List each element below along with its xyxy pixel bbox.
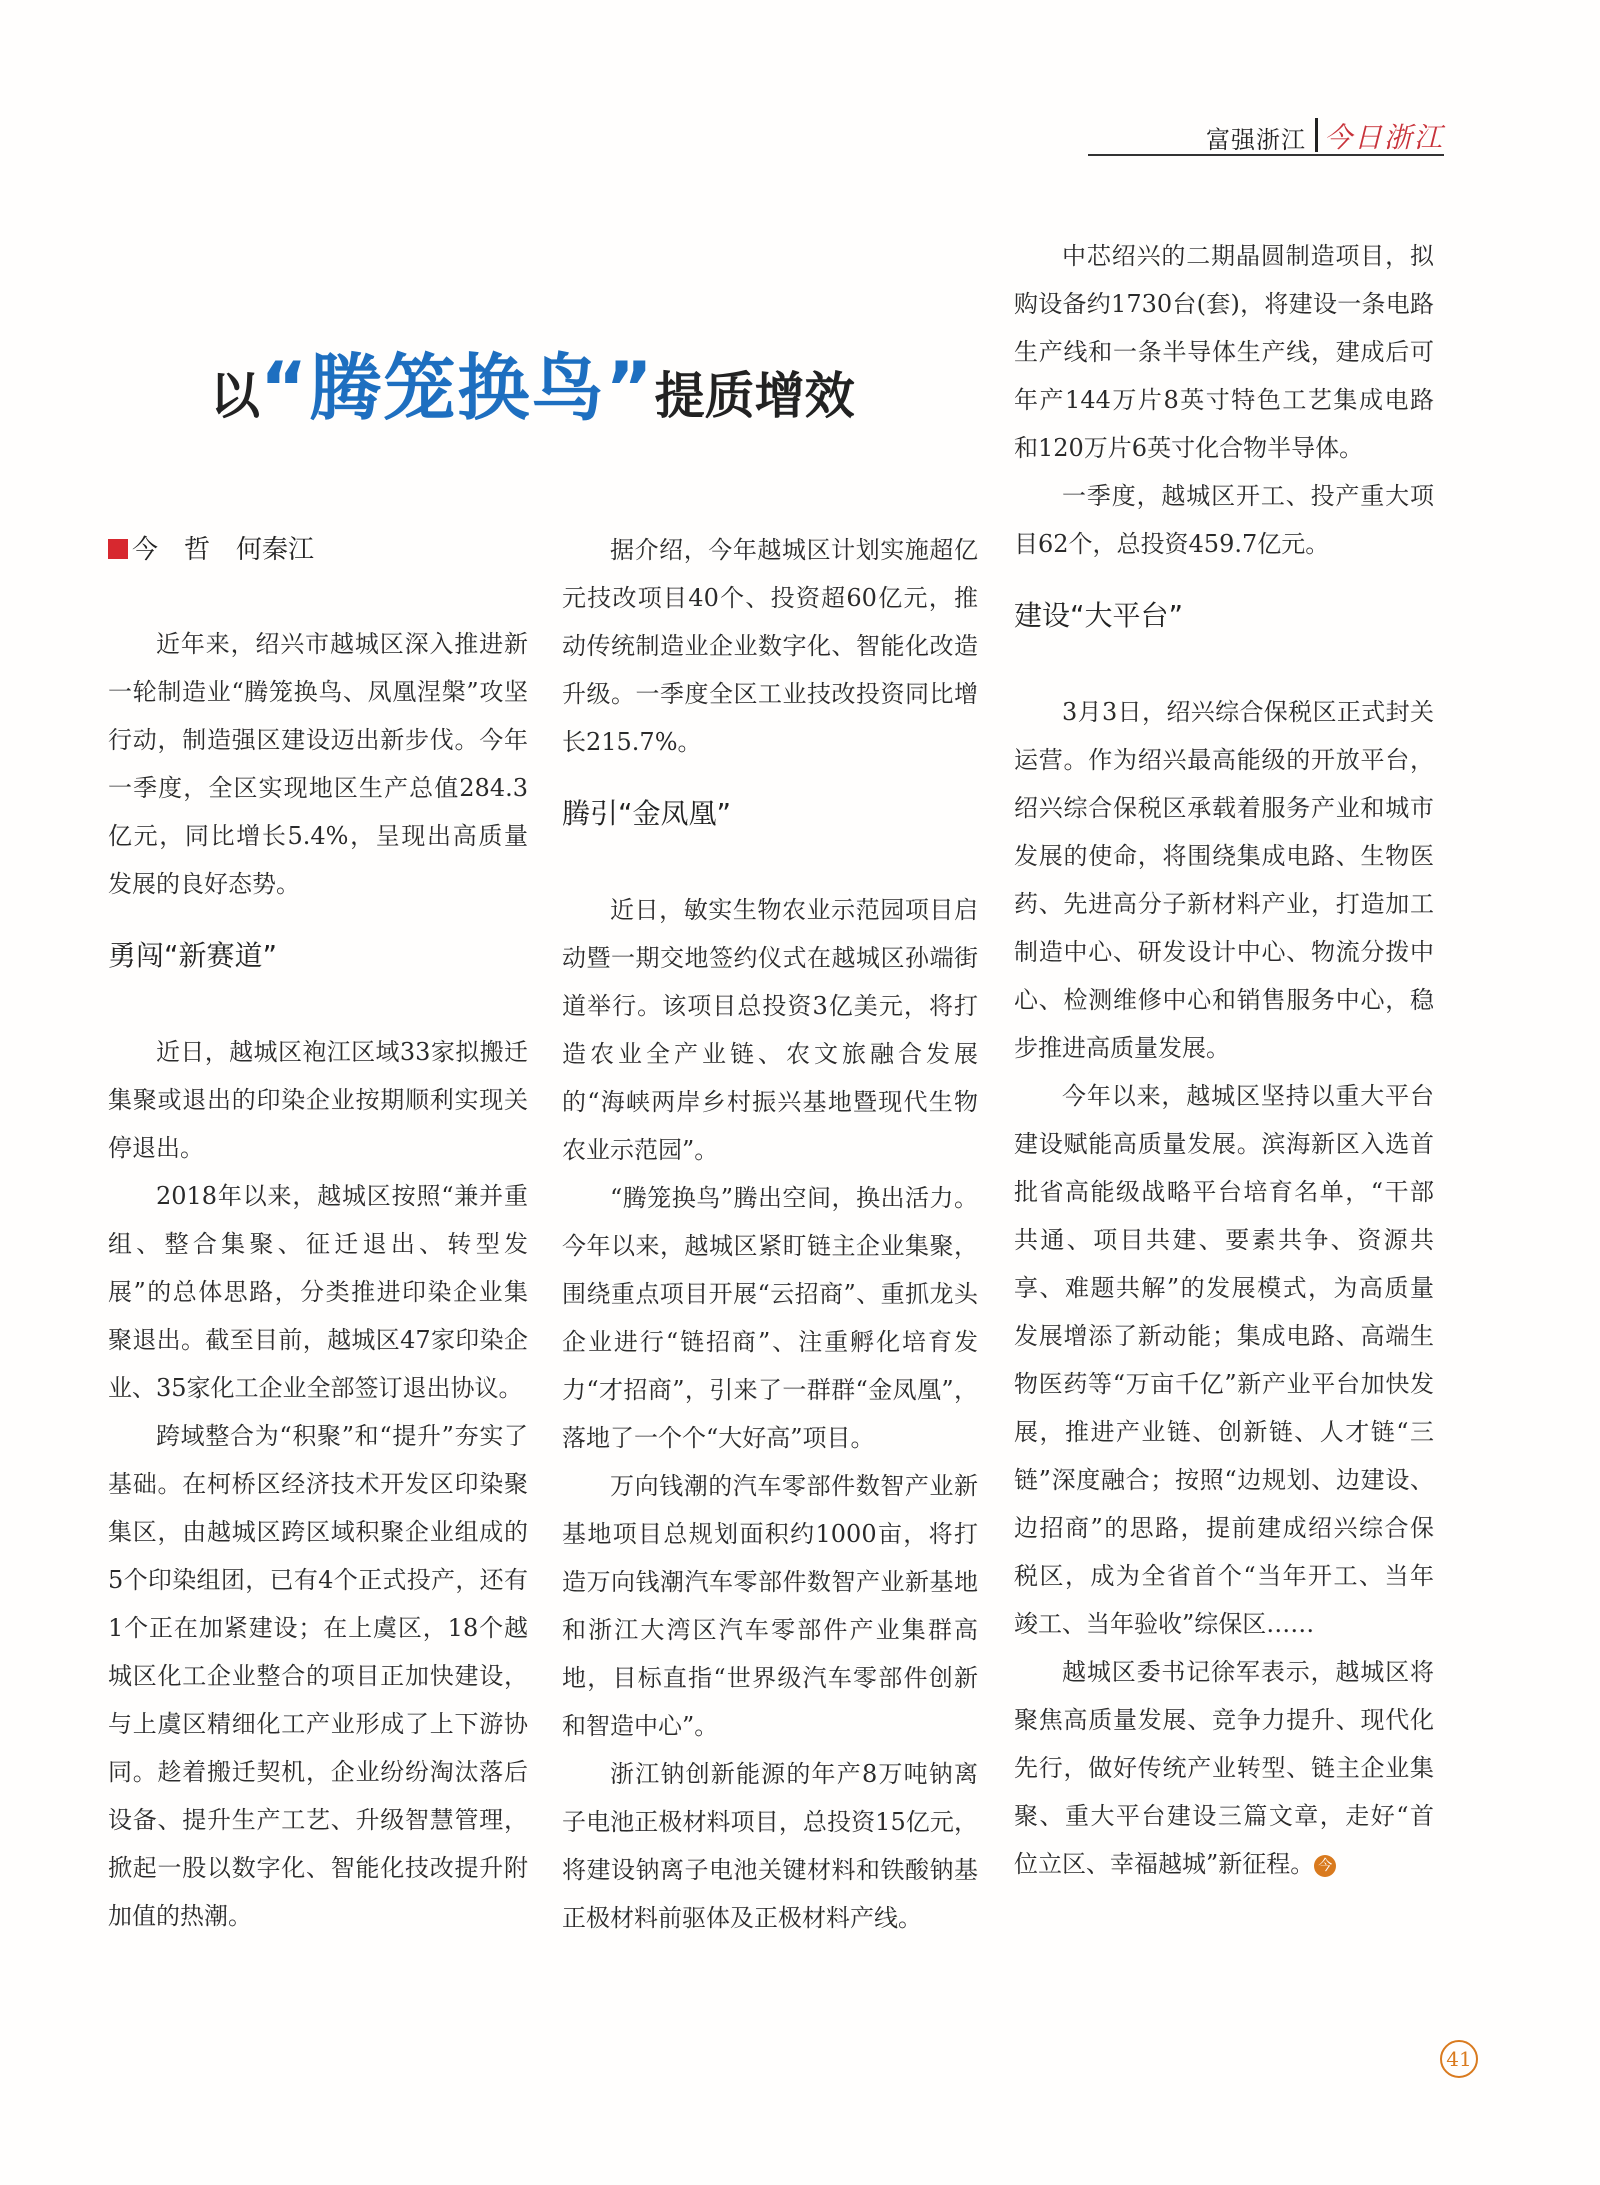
closing-text: 越城区委书记徐军表示，越城区将聚焦高质量发展、竞争力提升、现代化先行，做好传统产业转型、链主企业集聚、重大平台建设三篇文章，走好“首位立区、幸福越城”新征程。 [1014,1658,1434,1878]
end-mark-icon: 今 [1314,1855,1336,1877]
byline-marker [108,539,128,559]
header-separator [1315,118,1318,152]
paragraph: 跨域整合为“积聚”和“提升”夯实了基础。在柯桥区经济技术开发区印染聚集区，由越城区跨区域积聚企业组成的5个印染组团，已有4个正式投产，还有1个正在加紧建设；在上虞区，18个越城区化工企业整合的项目正加快建设，与上虞区精细化工产业形成了上下游协同。趁着搬迁契机，企业纷纷淘汰落后设备、提升生产工艺、升级智慧管理，掀起一股以数字化、智能化技改提升附加值的热潮。 [108,1422,528,1930]
paragraph: 近年来，绍兴市越城区深入推进新一轮制造业“腾笼换鸟、凤凰涅槃”攻坚行动，制造强区建设迈出新步伐。今年一季度，全区实现地区生产总值284.3亿元，同比增长5.4%，呈现出高质量发展的良好态势。 [108,630,528,898]
section-heading: 建设“大平台” [1014,599,1184,632]
page-header [1088,116,1444,158]
section-heading: 腾引“金凤凰” [562,797,732,830]
authors: 今 哲 何秦江 [132,535,315,565]
column-1 [108,526,528,1940]
section-heading: 勇闯“新赛道” [108,939,278,972]
paragraph: “腾笼换鸟”腾出空间，换出活力。今年以来，越城区紧盯链主企业集聚，围绕重点项目开展“云招商”、重抓龙头企业进行“链招商”、注重孵化培育发力“才招商”，引来了一群群“金凤凰”，落地了一个个“大好高”项目。 [562,1184,978,1452]
paragraph: 近日，敏实生物农业示范园项目启动暨一期交地签约仪式在越城区孙端街道举行。该项目总投资3亿美元，将打造农业全产业链、农文旅融合发展的“海峡两岸乡村振兴基地暨现代生物农业示范园”。 [562,896,978,1164]
column-3 [1014,232,1434,1888]
paragraph: 今年以来，越城区坚持以重大平台建设赋能高质量发展。滨海新区入选首批省高能级战略平台培育名单，“干部共通、项目共建、要素共争、资源共享、难题共解”的发展模式，为高质量发展增添了新动能；集成电路、高端生物医药等“万亩千亿”新产业平台加快发展，推进产业链、创新链、人才链“三链”深度融合；按照“边规划、边建设、边招商”的思路，提前建成绍兴综合保税区，成为全省首个“当年开工、当年竣工、当年验收”综保区…… [1014,1082,1434,1638]
byline [108,526,528,574]
paragraph: 据介绍，今年越城区计划实施超亿元技改项目40个、投资超60亿元，推动传统制造业企业数字化、智能化改造升级。一季度全区工业技改投资同比增长215.7%。 [562,536,978,756]
header-rule [1088,154,1444,156]
section-name: 富强浙江 [1206,126,1306,154]
page-number: 41 [1440,2040,1478,2078]
magazine-logo: 今日浙江 [1323,121,1444,154]
paragraph [1014,1648,1434,1888]
article-title [210,348,930,448]
title-prefix: 以 [210,367,260,425]
title-suffix: 提质增效 [654,367,855,425]
paragraph: 2018年以来，越城区按照“兼并重组、整合集聚、征迁退出、转型发展”的总体思路，分类推进印染企业集聚退出。截至目前，越城区47家印染企业、35家化工企业全部签订退出协议。 [108,1182,528,1402]
paragraph: 浙江钠创新能源的年产8万吨钠离子电池正极材料项目，总投资15亿元，将建设钠离子电池关键材料和铁酸钠基正极材料前驱体及正极材料产线。 [562,1760,978,1932]
paragraph: 3月3日，绍兴综合保税区正式封关运营。作为绍兴最高能级的开放平台，绍兴综合保税区承载着服务产业和城市发展的使命，将围绕集成电路、生物医药、先进高分子新材料产业，打造加工制造中心、研发设计中心、物流分拨中心、检测维修中心和销售服务中心，稳步推进高质量发展。 [1014,698,1434,1062]
paragraph: 中芯绍兴的二期晶圆制造项目，拟购设备约1730台(套)，将建设一条电路生产线和一条半导体生产线，建成后可年产144万片8英寸特色工艺集成电路和120万片6英寸化合物半导体。 [1014,242,1434,462]
paragraph: 一季度，越城区开工、投产重大项目62个，总投资459.7亿元。 [1014,482,1434,558]
paragraph: 万向钱潮的汽车零部件数智产业新基地项目总规划面积约1000亩，将打造万向钱潮汽车零部件数智产业新基地和浙江大湾区汽车零部件产业集群高地，目标直指“世界级汽车零部件创新和智造中心”。 [562,1472,978,1740]
paragraph: 近日，越城区袍江区域33家拟搬迁集聚或退出的印染企业按期顺利实现关停退出。 [108,1038,528,1162]
column-2 [562,526,978,1942]
title-highlight: “腾笼换鸟” [260,346,655,430]
